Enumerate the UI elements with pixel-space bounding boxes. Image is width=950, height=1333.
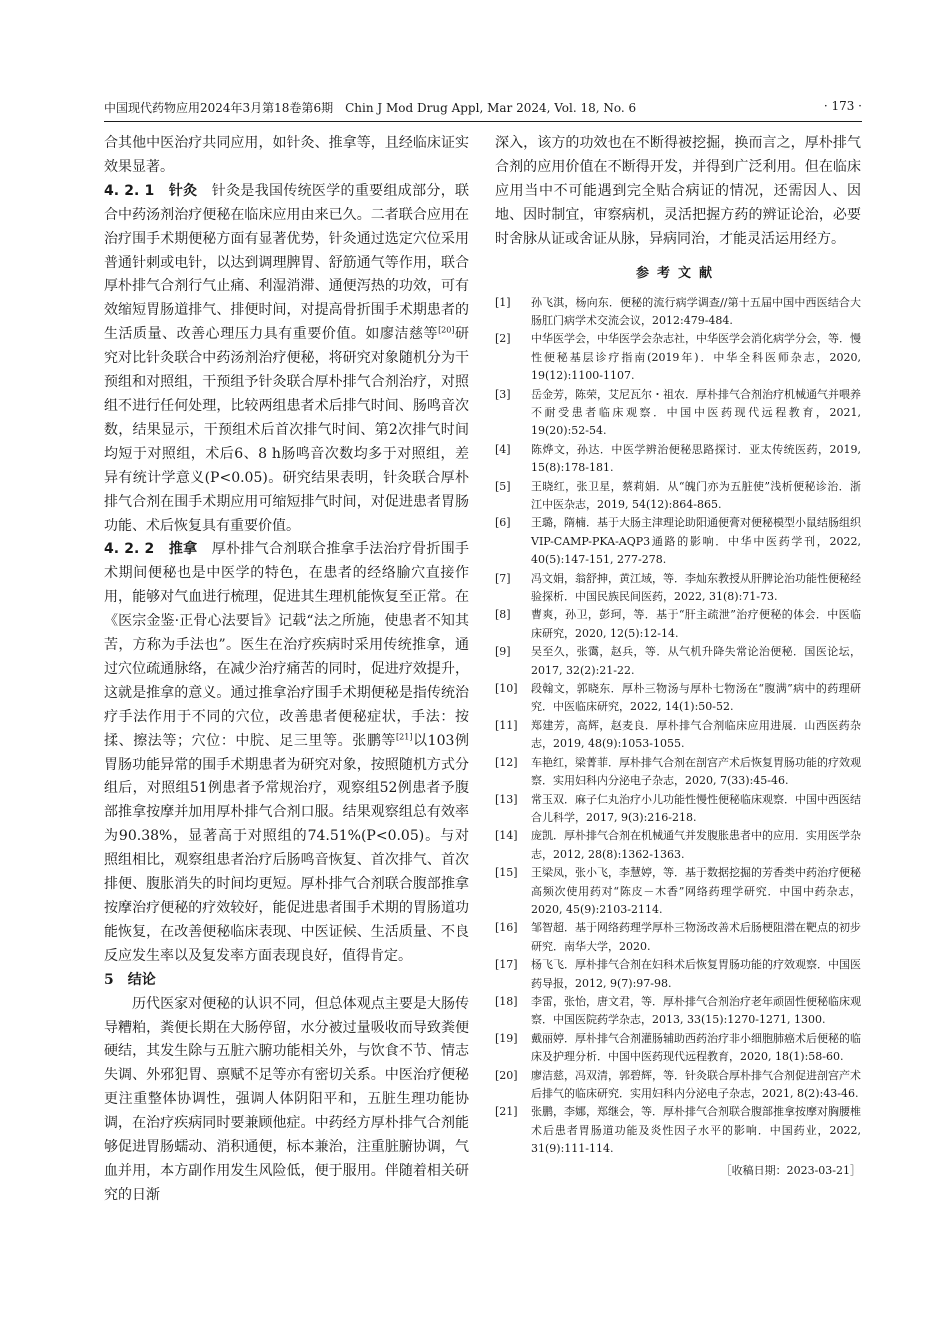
section-5-heading: 5 结论	[104, 971, 156, 988]
reference-item	[495, 570, 861, 607]
reference-item	[495, 993, 861, 1030]
reference-number: [2]	[495, 332, 511, 346]
reference-text: 中华医学会，中华医学会杂志社，中华医学会消化病学分会，等．慢性便秘基层诊疗指南(2019年)．中华全科医师杂志，2020, 19(12):1100-1107.	[531, 332, 861, 383]
citation-21: [21]	[396, 732, 413, 741]
running-header	[104, 99, 862, 119]
section-4-2-2-text-b: 以103例胃肠功能异常的围手术期患者为研究对象，按照随机方式分组后，对照组51例患者予常规治疗，观察组52例患者予腹部推拿按摩并加用厚朴排气合剂口服。结果观察组总有效率为90.38%，显著高于对照组的74.51%(P<0.05)。与对照组相比，观察组患者治疗后肠鸣音恢复、首次排气、首次排便、腹胀消失的时间均更短。厚朴排气合剂联合腹部推拿按摩治疗便秘的疗效较好，能促进患者围手术期的胃肠道功能恢复，在改善便秘临床表现、中医证候、生活质量、不良反应发生率以及复发率方面表现良好，值得肯定。	[104, 732, 469, 964]
reference-number: [21]	[495, 1105, 518, 1119]
reference-number: [16]	[495, 921, 518, 935]
reference-number: [8]	[495, 608, 511, 622]
reference-item	[495, 864, 861, 919]
paragraph-conclusion-continued: 深入，该方的功效也在不断得被挖掘，换而言之，厚朴排气合剂的应用价值在不断得开发，并得到广泛利用。但在临床应用当中不可能遇到完全贴合病证的情况，还需因人、因地、因时制宜，审察病机，灵活把握方药的辨证论治，必要时舍脉从证或舍证从脉，异病同治，才能灵活运用经方。	[495, 135, 861, 247]
reference-item	[495, 1067, 861, 1104]
reference-text: 曹爽，孙卫，彭珂，等．基于“肝主疏泄”治疗便秘的体会．中医临床研究，2020, 12(5):12-14.	[531, 608, 861, 640]
reference-item	[495, 1103, 861, 1158]
section-4-2-1-text-a: 针灸是我国传统医学的重要组成部分，联合中药汤剂治疗便秘在临床应用由来已久。二者联合应用在治疗围手术期便秘方面有显著优势，针灸通过选定穴位采用普通针刺或电针，以达到调理脾胃、舒筋通气等作用，联合厚朴排气合剂行气止痛、利湿消滞、通便泻热的功效，可有效缩短胃肠道排气、排便时间，对提高骨折围手术期患者的生活质量、改善心理压力具有重要价值。如廖洁慈等	[104, 182, 470, 343]
reference-item	[495, 606, 861, 643]
reference-text: 王晓红，张卫星，蔡莉娟．从“魄门亦为五脏使”浅析便秘诊治．浙江中医杂志，2019, 54(12):864-865.	[531, 479, 861, 511]
reference-number: [3]	[495, 387, 511, 401]
reference-text: 岳金芳，陈荣，艾尼瓦尔・祖农．厚朴排气合剂治疗机械通气并喂养不耐受患者临床观察．中国中医药现代远程教育，2021, 19(20):52-54.	[531, 387, 861, 438]
reference-number: [7]	[495, 571, 511, 585]
reference-text: 王璐，隋楠．基于大肠主津理论助阳通便膏对便秘模型小鼠结肠组织VIP-CAMP-PKA-AQP3通路的影响．中华中医药学刊，2022, 40(5):147-151, 277-278.	[531, 516, 861, 567]
reference-item	[495, 791, 861, 828]
reference-item	[495, 294, 861, 331]
reference-item	[495, 717, 861, 754]
reference-item	[495, 386, 861, 441]
reference-text: 杨飞飞．厚朴排气合剂在妇科术后恢复胃肠功能的疗效观察．中国医药导报，2012, 9(7):97-98.	[531, 958, 861, 990]
reference-text: 王梁凤，张小飞，李慧婷，等．基于数据挖掘的芳香类中药治疗便秘高频次使用药对“陈皮－木香”网络药理学研究．中国中药杂志，2020, 45(9):2103-2114.	[531, 866, 861, 916]
reference-number: [19]	[495, 1031, 518, 1045]
reference-item	[495, 330, 861, 385]
reference-item	[495, 514, 861, 569]
right-column	[495, 132, 861, 1181]
reference-number: [17]	[495, 958, 518, 972]
reference-list	[495, 294, 861, 1159]
reference-text: 庞凯．厚朴排气合剂在机械通气并发腹胀患者中的应用．实用医学杂志，2012, 28(8):1362-1363.	[531, 829, 861, 861]
citation-20: [20]	[438, 325, 455, 335]
reference-number: [6]	[495, 516, 511, 530]
reference-text: 陈烨文，孙达．中医学辨治便秘思路探讨．亚太传统医药，2019, 15(8):178-181.	[531, 442, 861, 475]
reference-text: 常玉双．麻子仁丸治疗小儿功能性慢性便秘临床观察．中国中西医结合儿科学，2017, 9(3):216-218.	[531, 792, 861, 824]
section-4-2-2-heading: 4. 2. 2 推拿	[104, 541, 198, 558]
reference-number: [9]	[495, 645, 511, 659]
page-number: · 173 ·	[823, 99, 862, 113]
reference-text: 车艳红，梁菁菲．厚朴排气合剂在剖宫产术后恢复胃肠功能的疗效观察．实用妇科内分泌电子杂志，2020, 7(33):45-46.	[531, 755, 861, 788]
header-rule	[104, 121, 862, 122]
journal-info: 中国现代药物应用2024年3月第18卷第6期 Chin J Mod Drug Appl, Mar 2024, Vol. 18, No. 6	[104, 101, 637, 115]
reference-number: [14]	[495, 829, 518, 843]
reference-text: 邹智超．基于网络药理学厚朴三物汤改善术后肠梗阻潜在靶点的初步研究．南华大学，2020.	[531, 921, 861, 953]
reference-number: [4]	[495, 442, 511, 456]
reference-number: [11]	[495, 718, 518, 732]
reference-text: 廖洁慈，冯双清，郭碧辉，等．针灸联合厚朴排气合剂促进剖宫产术后排气的临床研究．实用妇科内分泌电子杂志，2021, 8(2):43-46.	[531, 1068, 861, 1100]
reference-number: [20]	[495, 1068, 518, 1082]
reference-number: [1]	[495, 295, 511, 309]
reference-text: 吴至久，张霭，赵兵，等．从气机升降失常论治便秘．国医论坛，2017, 32(2):21-22.	[531, 645, 861, 677]
reference-number: [15]	[495, 866, 518, 880]
paragraph-continuation: 合其他中医治疗共同应用，如针灸、推拿等，且经临床证实效果显著。	[104, 135, 469, 175]
reference-text: 张鹏，李娜，郑继会，等．厚朴排气合剂联合腹部推拿按摩对胸腰椎术后患者胃肠道功能及炎性因子水平的影响．中国药业，2022, 31(9):111-114.	[531, 1105, 861, 1156]
reference-item	[495, 643, 861, 680]
section-4-2-2	[104, 538, 469, 968]
references-title: 参考文献	[635, 265, 720, 281]
section-4-2-1-heading: 4. 2. 1 针灸	[104, 182, 198, 199]
reference-number: [13]	[495, 792, 518, 806]
section-5-text: 历代医家对便秘的认识不同，但总体观点主要是大肠传导糟粕，粪便长期在大肠停留，水分被过量吸收而导致粪便硬结，其发生除与五脏六腑功能相关外，与饮食不节、情志失调、外邪犯胃、禀赋不足等亦有密切关系。中医治疗便秘更注重整体协调性，强调人体阴阳平和，五脏生理功能协调，在治疗疾病同时要兼顾他症。中药经方厚朴排气合剂能够促进胃肠蠕动、消积通便，标本兼治，注重脏腑协调，气血并用，本方副作用发生风险低，便于服用。伴随着相关研究的日渐	[104, 995, 469, 1203]
reference-number: [18]	[495, 994, 518, 1008]
reference-text: 冯文娟，翁舒抻，黄江域，等．李灿东教授从肝脾论治功能性便秘经验探析．中国民族民间医药，2022, 31(8):71-73.	[531, 571, 861, 604]
reference-number: [5]	[495, 479, 511, 493]
reference-item	[495, 956, 861, 993]
reference-text: 李雷，张怡，唐文君，等．厚朴排气合剂治疗老年顽固性便秘临床观察．中国医院药学杂志，2013, 33(15):1270-1271, 1300.	[531, 994, 861, 1027]
reference-text: 孙飞淇，杨向东．便秘的流行病学调查//第十五届中国中西医结合大肠肛门病学术交流会议，2012:479-484.	[531, 295, 861, 327]
reference-item	[495, 1030, 861, 1067]
reference-item	[495, 680, 861, 717]
reference-text: 郑建芳，高辉，赵麦良．厚朴排气合剂临床应用进展．山西医药杂志，2019, 48(9):1053-1055.	[531, 718, 861, 751]
left-column	[104, 132, 469, 1208]
section-4-2-1	[104, 180, 469, 539]
reference-item	[495, 441, 861, 478]
section-4-2-2-text-a: 厚朴排气合剂联合推拿手法治疗骨折围手术期间便秘也是中医学的特色，在患者的经络腧穴直接作用，能够对气血进行梳理，促进其生理机能恢复至正常。在《医宗金鉴·正骨心法要旨》记载“法之所施，使患者不知其苦，方称为手法也”。医生在治疗疾病时采用传统推拿，通过穴位疏通脉络，在减少治疗痛苦的同时，促进疗效提升，这就是推拿的意义。通过推拿治疗围手术期便秘是指传统治疗手法作用于不同的穴位，改善患者便秘症状，手法：按揉、擦法等；穴位：中脘、足三里等。张鹏等	[104, 541, 470, 749]
reference-number: [10]	[495, 682, 518, 696]
reference-number: [12]	[495, 755, 518, 769]
reference-text: 戴丽婷．厚朴排气合剂灌肠辅助西药治疗非小细胞肺癌术后便秘的临床及护理分析．中国中医药现代远程教育，2020, 18(1):58-60.	[531, 1031, 861, 1064]
reference-item	[495, 919, 861, 956]
reference-item	[495, 827, 861, 864]
reference-text: 段翰文，郭晓东．厚朴三物汤与厚朴七物汤在“腹满”病中的药理研究．中医临床研究，2022, 14(1):50-52.	[531, 682, 861, 714]
received-date: ［收稿日期：2023-03-21］	[720, 1163, 861, 1177]
reference-item	[495, 478, 861, 515]
section-4-2-1-text-b: 研究对比针灸联合中药汤剂治疗便秘，将研究对象随机分为干预组和对照组，干预组予针灸联合厚朴排气合剂治疗，对照组不进行任何处理，比较两组患者术后排气时间、肠鸣音次数，结果显示，干预组术后首次排气时间、第2次排气时间均短于对照组，术后6、8 h肠鸣音次数均多于对照组，差异有统计学意义(P<0.05)。研究结果表明，针灸联合厚朴排气合剂在围手术期应用可缩短排气时间，对促进患者胃肠功能、术后恢复具有重要价值。	[104, 326, 470, 534]
reference-item	[495, 754, 861, 791]
